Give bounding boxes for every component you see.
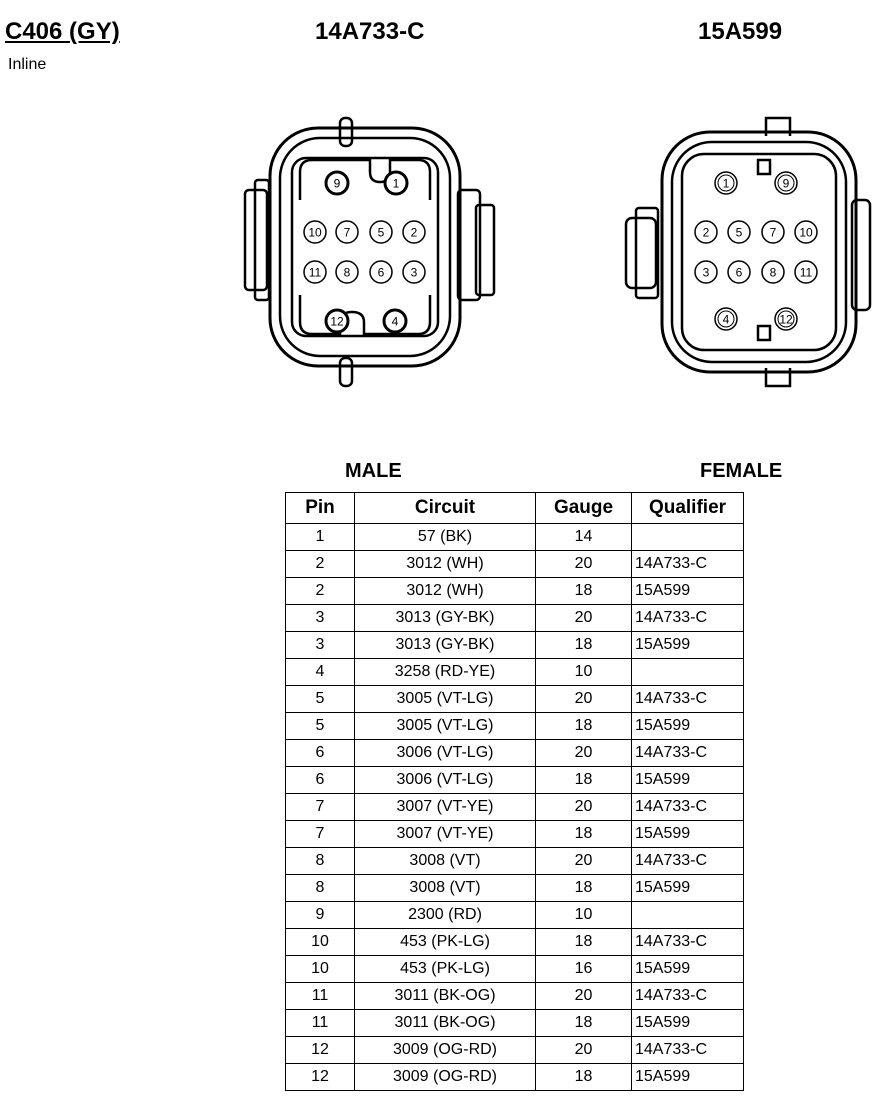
qualifier-cell [632, 659, 744, 686]
circuit-cell: 3009 (OG-RD) [355, 1064, 536, 1091]
gauge-cell: 10 [536, 902, 632, 929]
gauge-cell: 18 [536, 1010, 632, 1037]
circuit-cell: 3011 (BK-OG) [355, 983, 536, 1010]
gauge-cell: 20 [536, 1037, 632, 1064]
pin-cell: 2 [286, 551, 355, 578]
qualifier-cell: 15A599 [632, 1010, 744, 1037]
pin-cell: 11 [286, 983, 355, 1010]
circuit-cell: 3005 (VT-LG) [355, 713, 536, 740]
male-connector-diagram [240, 110, 520, 390]
gauge-cell: 14 [536, 524, 632, 551]
gauge-cell: 16 [536, 956, 632, 983]
gauge-cell: 20 [536, 794, 632, 821]
male-pin-cavity-5 [370, 221, 392, 243]
qualifier-cell: 14A733-C [632, 983, 744, 1010]
table-row [286, 848, 744, 875]
male-pin-cavity-9 [326, 172, 348, 194]
circuit-cell: 3008 (VT) [355, 875, 536, 902]
pin-cell: 10 [286, 956, 355, 983]
gauge-cell: 18 [536, 767, 632, 794]
circuit-cell: 3007 (VT-YE) [355, 821, 536, 848]
qualifier-cell: 15A599 [632, 821, 744, 848]
gauge-cell: 20 [536, 551, 632, 578]
svg-text:1: 1 [722, 176, 730, 191]
circuit-cell: 3012 (WH) [355, 578, 536, 605]
qualifier-cell: 14A733-C [632, 605, 744, 632]
pin-cell: 9 [286, 902, 355, 929]
header-qualifier: Qualifier [632, 493, 744, 524]
qualifier-cell: 14A733-C [632, 686, 744, 713]
male-pin-cavity-8 [336, 261, 358, 283]
pin-cell: 2 [286, 578, 355, 605]
male-pin-cavity-2 [403, 221, 425, 243]
female-pin-cavity-10 [795, 221, 817, 243]
female-pin-cavity-9 [775, 172, 797, 194]
svg-text:2: 2 [702, 225, 710, 240]
gauge-cell: 20 [536, 686, 632, 713]
pin-cell: 6 [286, 740, 355, 767]
svg-text:2: 2 [410, 225, 418, 240]
pinout-table [285, 492, 744, 1091]
table-row [286, 686, 744, 713]
female-pin-cavity-7 [762, 221, 784, 243]
svg-text:11: 11 [308, 265, 322, 280]
gauge-cell: 18 [536, 713, 632, 740]
table-row [286, 902, 744, 929]
female-pin-cavity-8 [762, 261, 784, 283]
circuit-cell: 453 (PK-LG) [355, 956, 536, 983]
connector-id: C406 (GY) [5, 18, 120, 45]
pin-cell: 4 [286, 659, 355, 686]
gauge-cell: 20 [536, 605, 632, 632]
circuit-cell: 3008 (VT) [355, 848, 536, 875]
svg-text:3: 3 [702, 265, 710, 280]
circuit-cell: 3005 (VT-LG) [355, 686, 536, 713]
svg-text:8: 8 [769, 265, 777, 280]
circuit-cell: 57 (BK) [355, 524, 536, 551]
table-header-row [286, 493, 744, 524]
gauge-cell: 20 [536, 983, 632, 1010]
male-pin-cavity-11 [304, 261, 326, 283]
female-pin-cavity-12 [775, 308, 797, 330]
gauge-cell: 18 [536, 875, 632, 902]
male-pin-cavity-6 [370, 261, 392, 283]
pin-cell: 1 [286, 524, 355, 551]
table-row [286, 983, 744, 1010]
qualifier-cell [632, 524, 744, 551]
gauge-cell: 18 [536, 821, 632, 848]
female-label: FEMALE [700, 460, 783, 482]
female-pin-cavity-1 [715, 172, 737, 194]
table-row [286, 524, 744, 551]
female-pin-cavity-6 [728, 261, 750, 283]
gauge-cell: 18 [536, 929, 632, 956]
pin-cell: 5 [286, 686, 355, 713]
table-row [286, 713, 744, 740]
svg-text:12: 12 [779, 312, 793, 327]
svg-text:9: 9 [782, 176, 790, 191]
female-pin-cavity-3 [695, 261, 717, 283]
svg-text:4: 4 [391, 314, 399, 329]
gauge-cell: 20 [536, 740, 632, 767]
female-connector-diagram [618, 110, 878, 395]
pin-cell: 12 [286, 1064, 355, 1091]
female-pin-cavity-4 [715, 308, 737, 330]
female-pin-cavity-2 [695, 221, 717, 243]
svg-text:6: 6 [377, 265, 385, 280]
svg-text:4: 4 [722, 312, 730, 327]
circuit-cell: 3013 (GY-BK) [355, 605, 536, 632]
table-row [286, 578, 744, 605]
qualifier-cell: 15A599 [632, 875, 744, 902]
table-row [286, 740, 744, 767]
pin-cell: 8 [286, 875, 355, 902]
table-row [286, 632, 744, 659]
header-gauge: Gauge [536, 493, 632, 524]
pin-cell: 12 [286, 1037, 355, 1064]
gauge-cell: 18 [536, 578, 632, 605]
connector-type: Inline [8, 56, 47, 73]
svg-text:9: 9 [333, 176, 341, 191]
circuit-cell: 3013 (GY-BK) [355, 632, 536, 659]
svg-text:5: 5 [377, 225, 385, 240]
female-pin-cavity-5 [728, 221, 750, 243]
qualifier-cell: 15A599 [632, 767, 744, 794]
pin-cell: 6 [286, 767, 355, 794]
svg-text:10: 10 [308, 225, 322, 240]
svg-text:11: 11 [799, 265, 813, 280]
table-row [286, 659, 744, 686]
male-part-number: 14A733-C [315, 18, 425, 45]
male-pin-cavity-12 [326, 310, 348, 332]
pin-cell: 11 [286, 1010, 355, 1037]
circuit-cell: 3011 (BK-OG) [355, 1010, 536, 1037]
circuit-cell: 453 (PK-LG) [355, 929, 536, 956]
qualifier-cell: 15A599 [632, 578, 744, 605]
qualifier-cell: 15A599 [632, 713, 744, 740]
circuit-cell: 3258 (RD-YE) [355, 659, 536, 686]
table-row [286, 767, 744, 794]
pin-cell: 3 [286, 632, 355, 659]
svg-text:8: 8 [343, 265, 351, 280]
table-row [286, 794, 744, 821]
pin-cell: 7 [286, 794, 355, 821]
qualifier-cell: 14A733-C [632, 1037, 744, 1064]
male-label: MALE [345, 460, 402, 482]
circuit-cell: 3006 (VT-LG) [355, 740, 536, 767]
pin-cell: 7 [286, 821, 355, 848]
svg-text:1: 1 [392, 176, 400, 191]
pin-cell: 3 [286, 605, 355, 632]
table-row [286, 551, 744, 578]
qualifier-cell: 15A599 [632, 632, 744, 659]
qualifier-cell: 14A733-C [632, 929, 744, 956]
svg-text:10: 10 [799, 225, 813, 240]
pin-cell: 8 [286, 848, 355, 875]
svg-text:7: 7 [343, 225, 351, 240]
male-pin-cavity-1 [385, 172, 407, 194]
gauge-cell: 18 [536, 1064, 632, 1091]
circuit-cell: 2300 (RD) [355, 902, 536, 929]
pin-cell: 5 [286, 713, 355, 740]
male-pin-cavity-10 [304, 221, 326, 243]
gauge-cell: 10 [536, 659, 632, 686]
svg-text:3: 3 [410, 265, 418, 280]
svg-text:6: 6 [735, 265, 743, 280]
table-row [286, 956, 744, 983]
table-row [286, 929, 744, 956]
male-pin-cavity-7 [336, 221, 358, 243]
circuit-cell: 3006 (VT-LG) [355, 767, 536, 794]
table-row [286, 821, 744, 848]
male-pin-cavity-4 [384, 310, 406, 332]
gauge-cell: 20 [536, 848, 632, 875]
table-row [286, 605, 744, 632]
qualifier-cell: 14A733-C [632, 740, 744, 767]
qualifier-cell: 14A733-C [632, 848, 744, 875]
table-row [286, 875, 744, 902]
pin-cell: 10 [286, 929, 355, 956]
circuit-cell: 3009 (OG-RD) [355, 1037, 536, 1064]
circuit-cell: 3007 (VT-YE) [355, 794, 536, 821]
table-row [286, 1037, 744, 1064]
svg-text:5: 5 [735, 225, 743, 240]
qualifier-cell [632, 902, 744, 929]
qualifier-cell: 14A733-C [632, 794, 744, 821]
male-pin-cavity-3 [403, 261, 425, 283]
qualifier-cell: 15A599 [632, 1064, 744, 1091]
circuit-cell: 3012 (WH) [355, 551, 536, 578]
qualifier-cell: 15A599 [632, 956, 744, 983]
female-part-number: 15A599 [698, 18, 783, 45]
gauge-cell: 18 [536, 632, 632, 659]
table-row [286, 1010, 744, 1037]
svg-text:12: 12 [330, 314, 344, 329]
table-row [286, 1064, 744, 1091]
svg-text:7: 7 [769, 225, 777, 240]
qualifier-cell: 14A733-C [632, 551, 744, 578]
female-pin-cavity-11 [795, 261, 817, 283]
header-circuit: Circuit [355, 493, 536, 524]
header-pin: Pin [286, 493, 355, 524]
